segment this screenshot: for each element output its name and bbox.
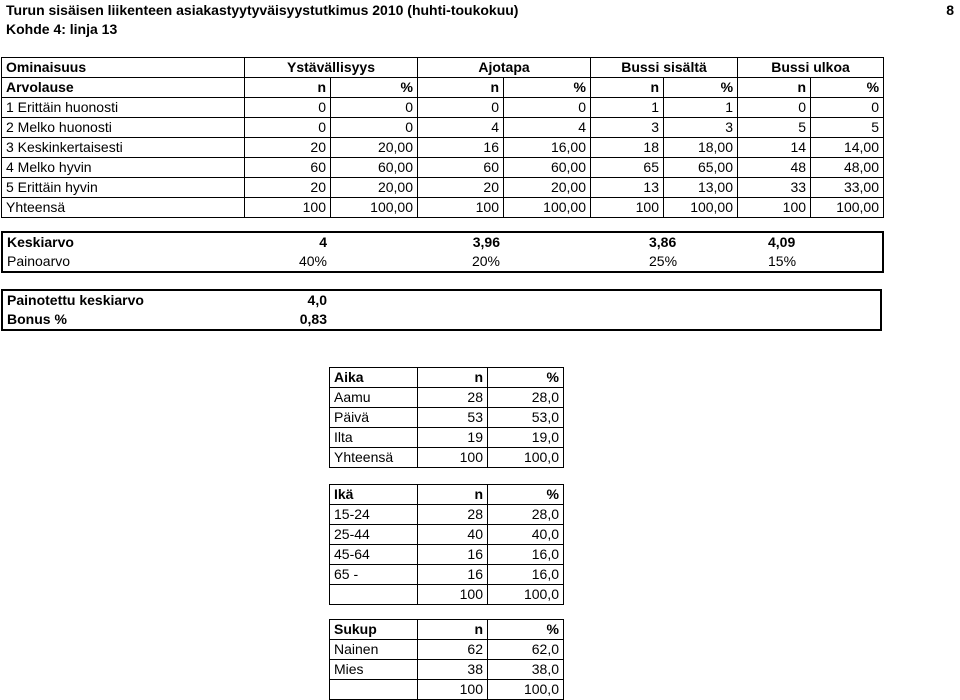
weighted-value: 4,0 [307,292,327,308]
aika-header-cell: % [488,368,564,388]
ika-header-label: Ikä [330,485,418,505]
table-row [330,585,564,605]
table-cell: 19 [418,428,488,448]
table-row [2,118,884,138]
report-subtitle: Kohde 4: linja 13 [6,21,118,37]
table-cell: 16,00 [504,138,591,158]
painoarvo-value: 15% [768,253,797,269]
table-cell: 100,0 [488,680,564,700]
ika-table [329,484,564,605]
table-cell: 40 [418,525,488,545]
header-bussi-sisalta: Bussi sisältä [591,58,738,78]
table-row [2,158,884,178]
row-label: Päivä [330,408,418,428]
painoarvo-value: 25% [649,253,678,269]
table-cell: 100 [418,585,488,605]
header-percent: % [331,78,418,98]
keskiarvo-value: 3,86 [649,234,677,250]
table-cell: 48 [738,158,811,178]
header-row-attributes [2,58,884,78]
table-row [2,178,884,198]
table-cell: 28 [418,388,488,408]
row-label: Aamu [330,388,418,408]
row-label [330,585,418,605]
header-n: n [245,78,331,98]
painoarvo-value: 20% [471,253,500,269]
header-percent: % [664,78,738,98]
header-ystavallisyys: Ystävällisyys [245,58,418,78]
table-cell: 4 [504,118,591,138]
header-ominaisuus: Ominaisuus [2,58,245,78]
table-cell: 16,0 [488,545,564,565]
table-row [330,565,564,585]
table-cell: 62 [418,640,488,660]
weighted-label: Painotettu keskiarvo [7,292,144,308]
table-cell: 16 [418,138,504,158]
sukup-header-label: Sukup [330,620,418,640]
row-label: 15-24 [330,505,418,525]
bonus-row [2,310,881,330]
table-cell: 60 [245,158,331,178]
row-label [330,680,418,700]
table-cell: 60 [418,158,504,178]
keskiarvo-value: 4 [319,234,327,250]
table-cell: 18 [591,138,664,158]
row-label: 65 - [330,565,418,585]
table-cell: 40,0 [488,525,564,545]
table-cell: 16 [418,545,488,565]
table-row [330,680,564,700]
painoarvo-value: 40% [298,253,327,269]
header-percent: % [811,78,884,98]
table-cell: 0 [738,98,811,118]
table-cell: 0 [504,98,591,118]
table-row [330,408,564,428]
table-cell: 53,0 [488,408,564,428]
sukup-header-cell: n [418,620,488,640]
painoarvo-row [2,252,883,272]
table-cell: 100,0 [488,585,564,605]
ika-header-cell: n [418,485,488,505]
aika-header-label: Aika [330,368,418,388]
table-cell: 1 [591,98,664,118]
row-label: Ilta [330,428,418,448]
sukup-header-cell: % [488,620,564,640]
table-row [330,505,564,525]
table-cell: 62,0 [488,640,564,660]
row-label: 25-44 [330,525,418,545]
table-cell: 100 [418,448,488,468]
aika-table [329,367,564,468]
row-label: 3 Keskinkertaisesti [2,138,245,158]
table-cell: 65,00 [664,158,738,178]
table-cell: 0 [418,98,504,118]
table-row [330,428,564,448]
table-cell: 19,0 [488,428,564,448]
table-cell: 20 [245,138,331,158]
aika-header-cell: n [418,368,488,388]
header-n: n [591,78,664,98]
table-row [330,525,564,545]
table-row [330,448,564,468]
table-cell: 16,0 [488,565,564,585]
table-cell: 33 [738,178,811,198]
ika-header-cell: % [488,485,564,505]
row-label: Mies [330,660,418,680]
header-percent: % [504,78,591,98]
table-cell: 100,00 [504,198,591,218]
ika-header-row [330,485,564,505]
header-n: n [738,78,811,98]
table-cell: 3 [591,118,664,138]
keskiarvo-value: 3,96 [472,234,500,250]
row-label: 2 Melko huonosti [2,118,245,138]
table-cell: 100,00 [811,198,884,218]
table-cell: 14 [738,138,811,158]
table-cell: 0 [331,98,418,118]
weighted-summary-table [1,289,882,331]
table-cell: 38 [418,660,488,680]
table-cell: 20 [245,178,331,198]
table-row [2,98,884,118]
row-label: 45-64 [330,545,418,565]
header-ajotapa: Ajotapa [418,58,591,78]
table-cell: 100,00 [664,198,738,218]
table-cell: 100 [418,680,488,700]
table-cell: 20,00 [331,178,418,198]
table-cell: 28,0 [488,388,564,408]
table-cell: 20 [418,178,504,198]
table-cell: 100 [738,198,811,218]
table-cell: 3 [664,118,738,138]
table-row [330,545,564,565]
table-cell: 5 [738,118,811,138]
row-label: Yhteensä [330,448,418,468]
keskiarvo-row [2,232,883,252]
keskiarvo-label: Keskiarvo [7,234,74,250]
row-label: 1 Erittäin huonosti [2,98,245,118]
table-cell: 14,00 [811,138,884,158]
averages-table [1,231,884,273]
table-cell: 16 [418,565,488,585]
table-cell: 18,00 [664,138,738,158]
table-cell: 4 [418,118,504,138]
table-row [330,640,564,660]
table-cell: 65 [591,158,664,178]
bonus-value: 0,83 [299,311,327,327]
table-cell: 100 [245,198,331,218]
table-cell: 100,00 [331,198,418,218]
table-cell: 60,00 [504,158,591,178]
sukup-table [329,619,564,700]
table-cell: 13 [591,178,664,198]
table-cell: 28,0 [488,505,564,525]
table-cell: 100 [418,198,504,218]
table-cell: 28 [418,505,488,525]
painoarvo-label: Painoarvo [7,253,71,269]
aika-header-row [330,368,564,388]
keskiarvo-value: 4,09 [768,234,796,250]
table-cell: 1 [664,98,738,118]
satisfaction-table [1,57,884,218]
report-title: Turun sisäisen liikenteen asiakastyytyväisyystutkimus 2010 (huhti-toukokuu) [6,2,519,18]
table-cell: 53 [418,408,488,428]
table-row [2,138,884,158]
table-cell: 0 [245,118,331,138]
row-label: Yhteensä [2,198,245,218]
table-cell: 100,0 [488,448,564,468]
header-arvolause: Arvolause [2,78,245,98]
bonus-label: Bonus % [7,311,67,327]
weighted-row [2,290,881,310]
header-bussi-ulkoa: Bussi ulkoa [738,58,884,78]
header-n: n [418,78,504,98]
page-number: 8 [946,2,954,18]
header-row-units [2,78,884,98]
table-cell: 20,00 [504,178,591,198]
table-cell: 48,00 [811,158,884,178]
table-row [330,660,564,680]
table-cell: 100 [591,198,664,218]
table-cell: 38,0 [488,660,564,680]
row-label: 4 Melko hyvin [2,158,245,178]
table-row [330,388,564,408]
table-cell: 0 [331,118,418,138]
row-label: 5 Erittäin hyvin [2,178,245,198]
table-cell: 0 [811,98,884,118]
table-cell: 60,00 [331,158,418,178]
table-cell: 13,00 [664,178,738,198]
table-cell: 33,00 [811,178,884,198]
table-cell: 5 [811,118,884,138]
sukup-header-row [330,620,564,640]
table-cell: 20,00 [331,138,418,158]
table-cell: 0 [245,98,331,118]
table-row [2,198,884,218]
row-label: Nainen [330,640,418,660]
